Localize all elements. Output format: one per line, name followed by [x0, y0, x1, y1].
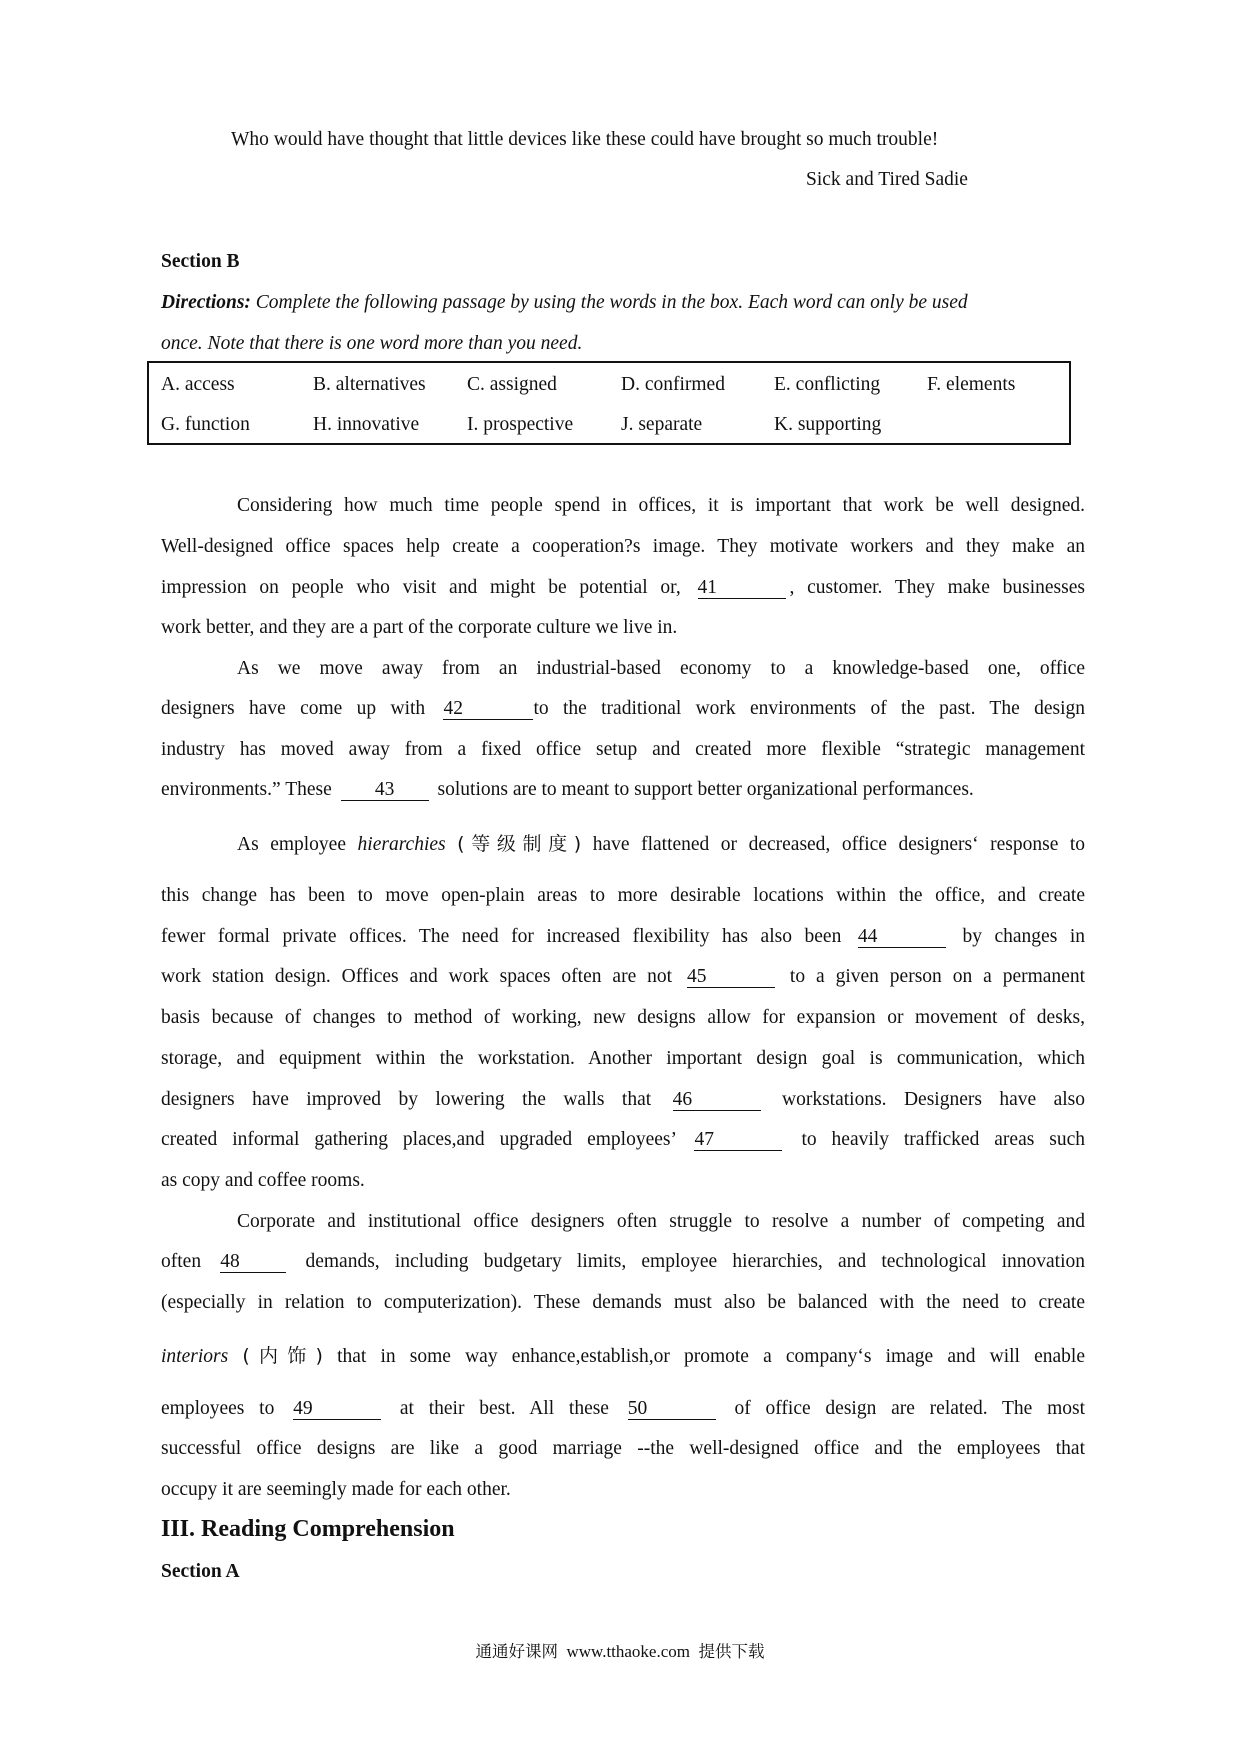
p4-line-3: (especially in relation to computerization). These demands must also be balanced with the need to create: [161, 1292, 1085, 1313]
part-3-title: III. Reading Comprehension: [161, 1516, 455, 1542]
p3-line-6: storage, and equipment within the workstation. Another important design goal is communication, which: [161, 1048, 1085, 1069]
p1-line-3a: impression on people who visit and might be potential or,: [161, 577, 681, 598]
word-option-j: J. separate: [621, 414, 703, 435]
p3-line-9: as copy and coffee rooms.: [161, 1170, 365, 1191]
directions-label: Directions:: [161, 292, 251, 313]
p1-line-3b: , customer. They make businesses: [789, 577, 1085, 598]
p3-line-3: [161, 925, 1085, 949]
term-interiors: interiors: [161, 1346, 229, 1367]
p3-line-8a: created informal gathering places,and upgraded employees’: [161, 1129, 676, 1150]
p4-line-4b: that in some way enhance,establish,or promote a company‘s image and will enable: [337, 1346, 1085, 1367]
blank-41[interactable]: 41: [698, 578, 786, 599]
gloss-hierarchies-cn: (等级制度): [457, 833, 582, 855]
p3-line-5: basis because of changes to method of working, new designs allow for expansion or movement of desks,: [161, 1007, 1085, 1028]
p3-line-8b: to heavily trafficked areas such: [801, 1129, 1085, 1150]
p1-line-3: [161, 576, 1085, 600]
p4-line-5a: employees to: [161, 1398, 275, 1419]
p3-line-3b: by changes in: [962, 926, 1086, 947]
footer-download-text: 提供下载: [698, 1642, 765, 1661]
word-option-e: E. conflicting: [774, 374, 881, 395]
page-footer: [0, 1638, 1240, 1662]
p1-line-2: Well-designed office spaces help create a cooperation?s image. They motivate workers and they make an: [161, 536, 1085, 557]
word-option-k: K. supporting: [774, 414, 882, 435]
p4-line-7: occupy it are seemingly made for each other.: [161, 1479, 511, 1500]
blank-42[interactable]: 42: [443, 699, 533, 720]
p3-line-8: [161, 1128, 1085, 1152]
p2-line-2a: designers have come up with: [161, 698, 426, 719]
p3-line-1: [237, 832, 1085, 857]
p3-line-1b: have flattened or decreased, office designers‘ response to: [592, 834, 1086, 855]
p3-line-2: this change has been to move open-plain areas to more desirable locations within the office, and create: [161, 885, 1085, 906]
footer-url[interactable]: www.tthaoke.com: [566, 1642, 691, 1661]
letter-signature: Sick and Tired Sadie: [806, 169, 968, 190]
p2-line-3: industry has moved away from a fixed office setup and created more flexible “strategic management: [161, 739, 1085, 760]
p3-line-7a: designers have improved by lowering the walls that: [161, 1089, 652, 1110]
p2-line-2b: to the traditional work environments of the past. The design: [533, 698, 1085, 719]
blank-45[interactable]: 45: [687, 967, 775, 988]
word-option-i: I. prospective: [467, 414, 574, 435]
p1-line-4: work better, and they are a part of the corporate culture we live in.: [161, 617, 678, 638]
p2-line-2: [161, 697, 1085, 721]
blank-43[interactable]: 43: [341, 780, 429, 801]
word-option-d: D. confirmed: [621, 374, 725, 395]
p4-line-5: [161, 1397, 1085, 1421]
blank-47[interactable]: 47: [694, 1130, 782, 1151]
blank-49[interactable]: 49: [293, 1399, 381, 1420]
p2-line-4a: environments.” These: [161, 779, 332, 800]
p4-line-1: Corporate and institutional office designers often struggle to resolve a number of competing and: [237, 1211, 1085, 1232]
p4-line-5c: of office design are related. The most: [734, 1398, 1086, 1419]
p4-line-2: [161, 1250, 1085, 1274]
p4-line-2a: often: [161, 1251, 202, 1272]
word-option-g: G. function: [161, 414, 250, 435]
blank-50[interactable]: 50: [628, 1399, 716, 1420]
blank-48[interactable]: 48: [220, 1252, 286, 1273]
p4-line-2b: demands, including budgetary limits, employee hierarchies, and technological innovation: [305, 1251, 1086, 1272]
p2-line-4: [161, 778, 1085, 802]
section-a-title: Section A: [161, 1561, 240, 1582]
p3-line-4a: work station design. Offices and work spaces often are not: [161, 966, 673, 987]
footer-site-name: 通通好课网: [475, 1642, 558, 1661]
letter-closing-line: Who would have thought that little devices like these could have brought so much trouble!: [231, 129, 939, 150]
word-option-a: A. access: [161, 374, 235, 395]
p4-line-5b: at their best. All these: [399, 1398, 609, 1419]
section-b-title: Section B: [161, 251, 240, 272]
blank-46[interactable]: 46: [673, 1090, 761, 1111]
p3-line-4: [161, 965, 1085, 989]
p4-line-6: successful office designs are like a good marriage --the well-designed office and the employees that: [161, 1438, 1085, 1459]
word-option-b: B. alternatives: [313, 374, 426, 395]
p3-line-3a: fewer formal private offices. The need for increased flexibility has also been: [161, 926, 842, 947]
blank-44[interactable]: 44: [858, 927, 946, 948]
directions-text-1: Complete the following passage by using the words in the box. Each word can only be used: [250, 292, 968, 313]
p3-line-7: [161, 1088, 1085, 1112]
p1-line-1: Considering how much time people spend in offices, it is important that work be well designed.: [237, 495, 1085, 516]
p3-line-7b: workstations. Designers have also: [782, 1089, 1086, 1110]
directions-line-2: once. Note that there is one word more than you need.: [161, 333, 583, 354]
p3-line-4b: to a given person on a permanent: [789, 966, 1085, 987]
directions-line-1: [161, 291, 1085, 315]
gloss-interiors-cn: (内饰): [242, 1345, 323, 1367]
p4-line-4: [161, 1344, 1085, 1369]
p2-line-4b: solutions are to meant to support better organizational performances.: [437, 779, 974, 800]
p3-line-1a: As employee: [237, 834, 346, 855]
word-option-h: H. innovative: [313, 414, 420, 435]
term-hierarchies: hierarchies: [357, 834, 446, 855]
word-box: [147, 361, 1071, 445]
word-option-c: C. assigned: [467, 374, 557, 395]
p2-line-1: As we move away from an industrial-based economy to a knowledge-based one, office: [237, 658, 1085, 679]
word-option-f: F. elements: [927, 374, 1016, 395]
